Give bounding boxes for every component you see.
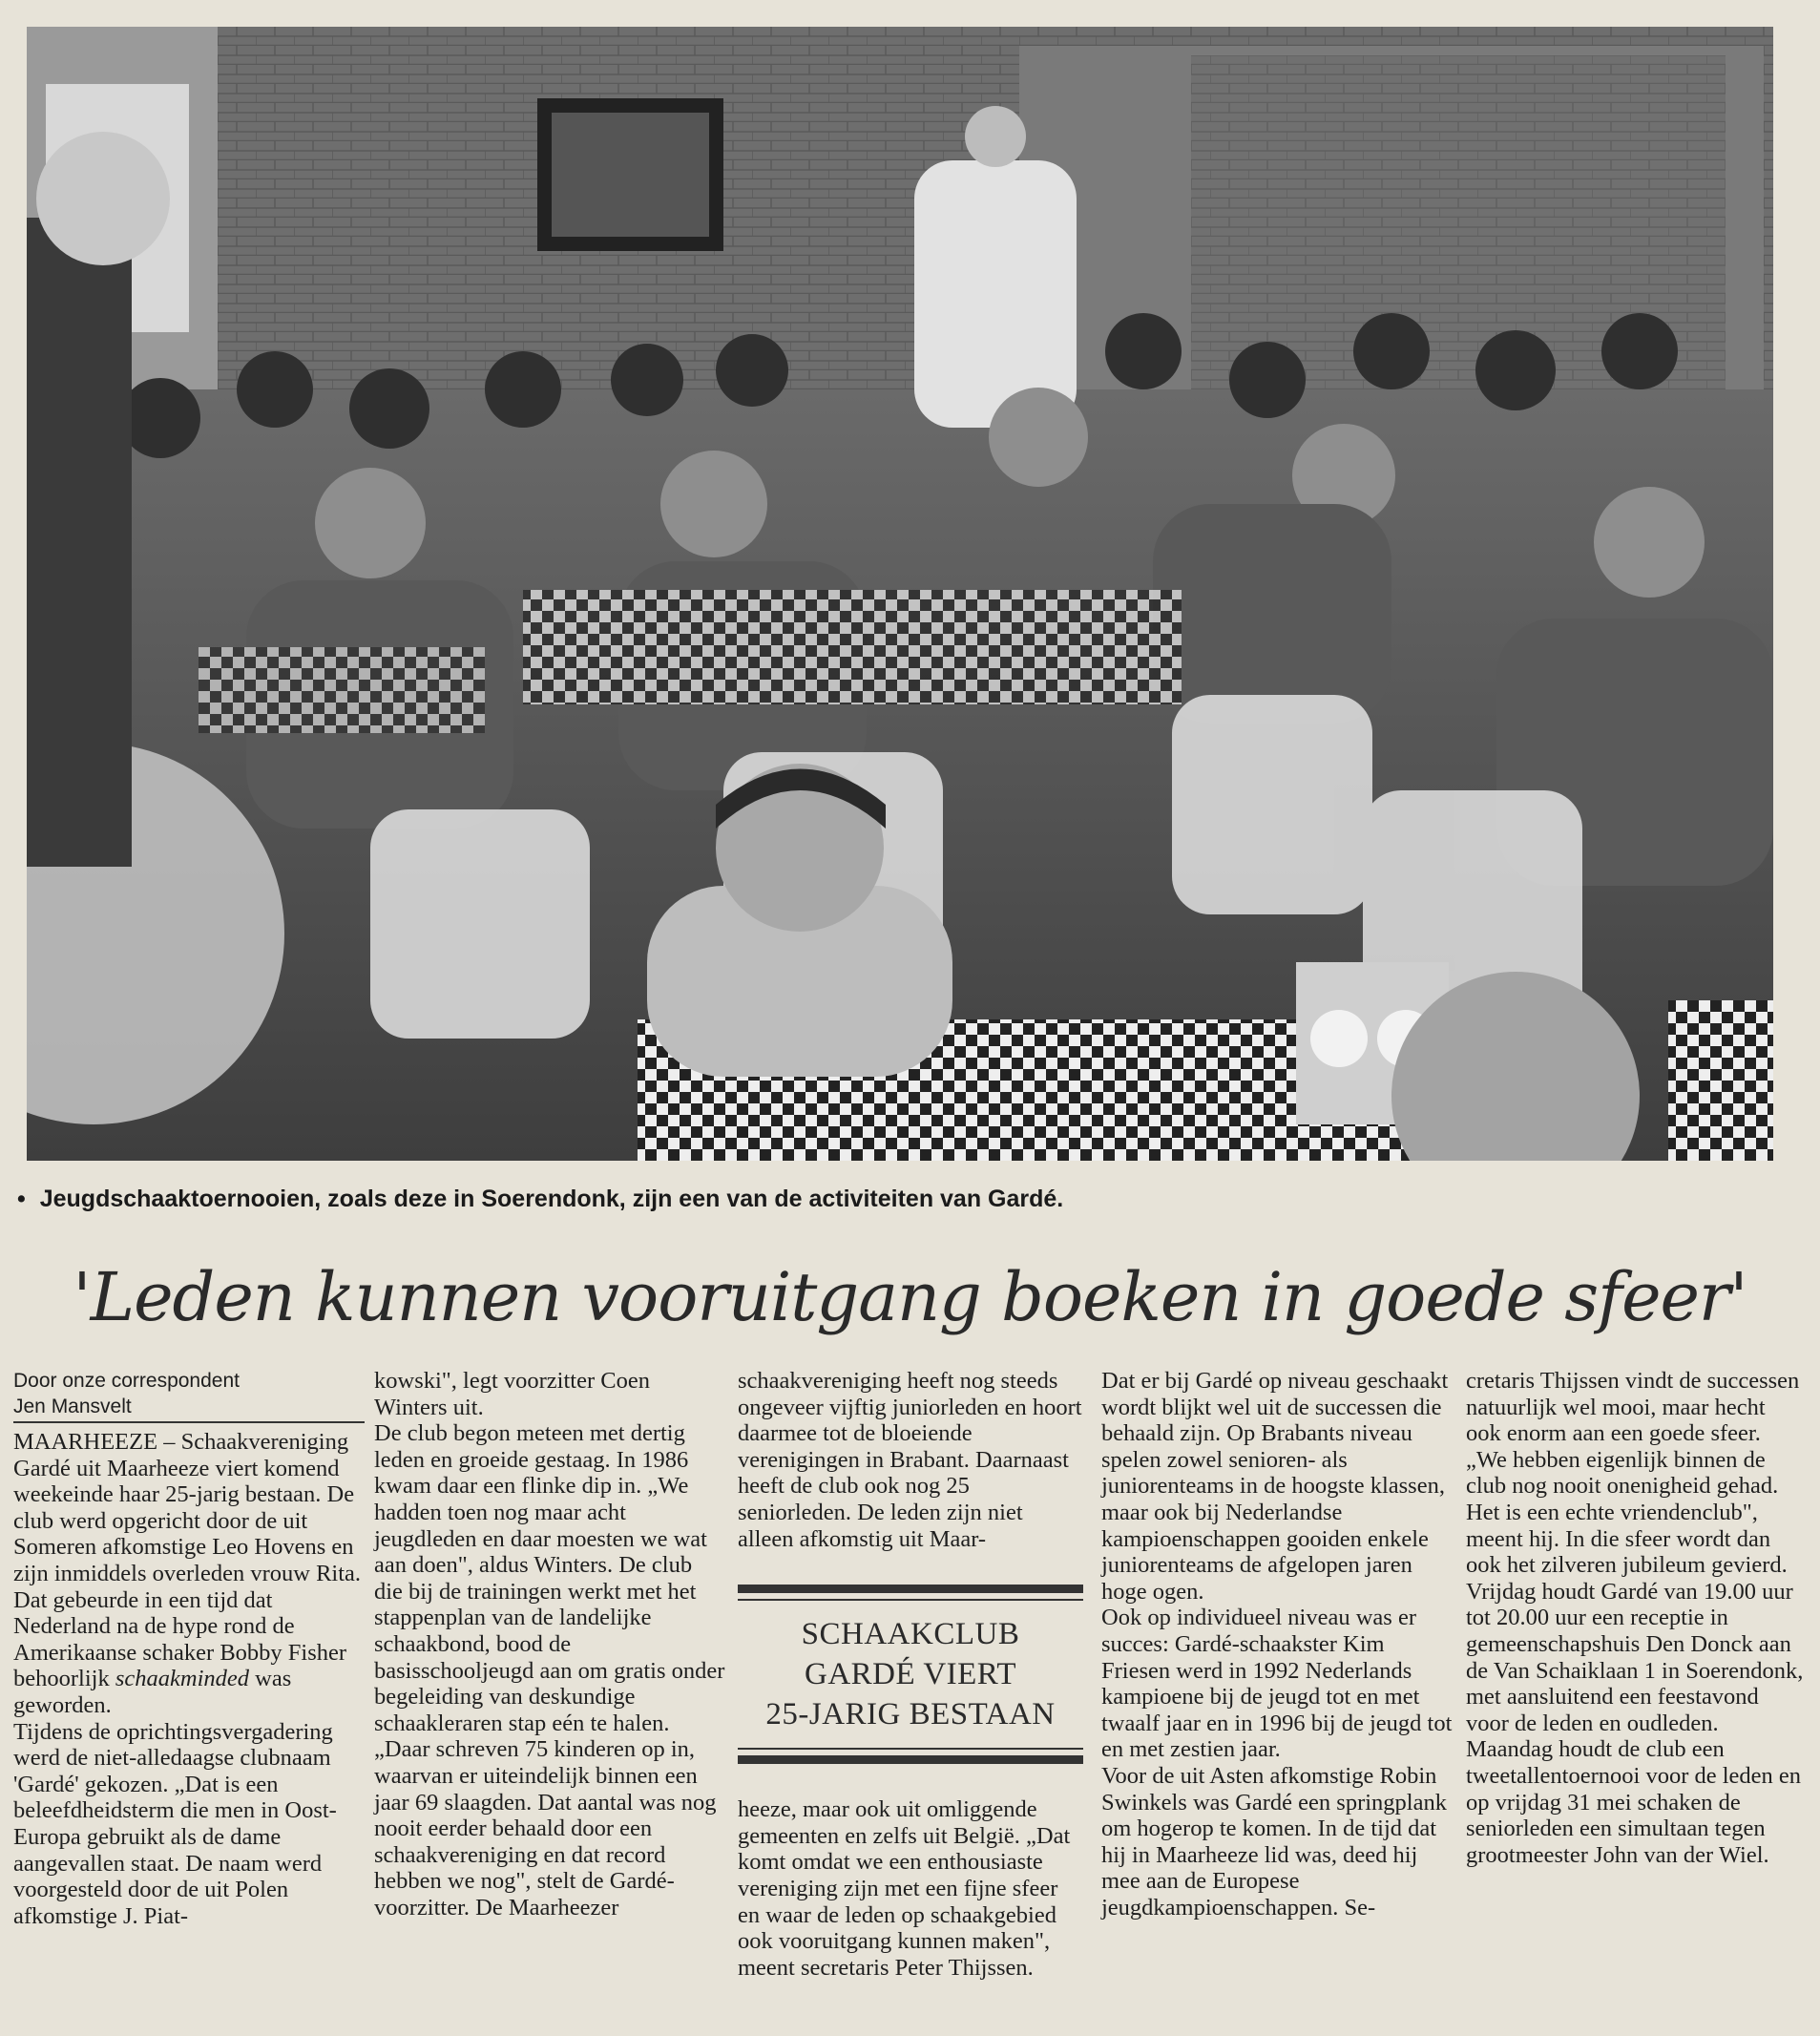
subheading-box bbox=[738, 1585, 1083, 1764]
article-paragraph: Tijdens de oprichtingsvergadering werd de niet-alledaagse clubnaam 'Gardé' gekozen. „Dat is een beleefdheidsterm die men in Oost-Europa gebruikt als de dame aangevallen staat. De naam werd voorgesteld door de uit Polen afkomstige J. Piat- bbox=[13, 1718, 337, 1929]
subheading-line-3: 25-JARIG BESTAAN bbox=[765, 1697, 1056, 1732]
article-column-5 bbox=[1466, 1368, 1806, 1868]
article-paragraph: cretaris Thijssen vindt de successen natuurlijk wel mooi, maar hecht ook enorm aan een goede sfeer. „We hebben eigenlijk binnen de club nog nooit onenigheid gehad. Het is een echte vriendenclub", meent hij. In die sfeer wordt dan ook het zilveren jubileum gevierd. bbox=[1466, 1368, 1800, 1579]
photo-illustration bbox=[27, 27, 1773, 1161]
article-paragraph: Ook op individueel niveau was er succes: Gardé-schaakster Kim Friesen werd in 1992 Nederlands kampioene bij de jeugd tot en met twaalf jaar en in 1996 bij de jeugd tot en met zestien jaar. bbox=[1101, 1605, 1453, 1763]
article-paragraph: De club begon meteen met dertig leden en groeide gestaag. In 1986 kwam daar een flinke dip in. „We hadden toen nog maar acht jeugdleden en daar moesten we wat aan doen", aldus Winters. De club die bij de trainingen werkt met het stappenplan van de landelijke schaakbond, bood de basisschooljeugd aan om gratis onder begeleiding van deskundige schaakleraren stap eén te halen. „Daar schreven 75 kinderen op in, waarvan er uiteindelijk binnen een jaar 69 slaagden. Dat aantal was nog nooit eerder behaald door een schaakvereniging en dat record hebben we nog", stelt de Gardé-voorzitter. De Maarheezer bbox=[374, 1420, 725, 1921]
byline-author: Jen Mansvelt bbox=[13, 1396, 132, 1417]
paragraph-text-end: was geworden. bbox=[13, 1666, 292, 1718]
article-paragraph: Dat er bij Gardé op niveau geschaakt wordt blijkt wel uit de successen die behaald zijn. Op Brabants niveau spelen zowel senioren- als juniorenteams in de hoogste klassen, maar ook bij Nederlandse kampioenschappen gooiden enkele juniorenteams de afgelopen jaren hoge ogen. bbox=[1101, 1368, 1449, 1605]
article-column-2 bbox=[374, 1368, 725, 1921]
article-column-1 bbox=[13, 1368, 365, 1929]
byline bbox=[13, 1368, 365, 1423]
article-column-4 bbox=[1101, 1368, 1453, 1921]
caption-text: Jeugdschaaktoernooien, zoals deze in Soerendonk, zijn een van de activiteiten van Gardé. bbox=[39, 1186, 1064, 1212]
article-paragraph: schaakvereniging heeft nog steeds ongeveer vijftig juniorleden en hoort daarmee tot de bloeiende verenigingen in Brabant. Daarnaast heeft de club ook nog 25 seniorleden. De leden zijn niet alleen afkomstig uit Maar- bbox=[738, 1368, 1082, 1552]
article-paragraph bbox=[13, 1429, 365, 1719]
photo-caption bbox=[17, 1186, 1792, 1213]
article-paragraph: kowski", legt voorzitter Coen Winters uit. bbox=[374, 1368, 650, 1420]
article-paragraph: heeze, maar ook uit omliggende gemeenten en zelfs uit België. „Dat komt omdat we een enthousiaste vereniging zijn met een fijne sfeer en waar de leden op schaakgebied ook vooruitgang kunnen maken", meent secretaris Peter Thijssen. bbox=[738, 1796, 1071, 1981]
paragraph-text: MAARHEEZE – Schaakvereniging Gardé uit Maarheeze viert komend weekeinde haar 25-jarig bestaan. De club werd opgericht door de uit Someren afkomstige Leo Hovens en zijn inmiddels overleden vrouw Rita. Dat gebeurde in een tijd dat Nederland na de hype rond de Amerikaanse schaker Bobby Fisher behoorlijk bbox=[13, 1429, 362, 1692]
subheading-line-2: GARDÉ VIERT bbox=[805, 1657, 1016, 1692]
byline-role: Door onze correspondent bbox=[13, 1370, 240, 1392]
article-headline: 'Leden kunnen vooruitgang boeken in goede sfeer' bbox=[73, 1258, 1747, 1336]
article-paragraph: Vrijdag houdt Gardé van 19.00 uur tot 20.00 uur een receptie in gemeenschapshuis Den Donck aan de Van Schaiklaan 1 in Soerendonk, met aansluitend een feestavond voor de leden en oudleden. Maandag houdt de club een tweetallentoernooi voor de leden en op vrijdag 31 mei schaken de seniorleden een simultaan tegen grootmeester John van der Wiel. bbox=[1466, 1578, 1804, 1868]
article-paragraph: Voor de uit Asten afkomstige Robin Swinkels was Gardé een springplank om hogerop te komen. In de tijd dat hij in Maarheeze lid was, deed hij mee aan de Europese jeugdkampioenschappen. Se- bbox=[1101, 1762, 1447, 1921]
article-column-3 bbox=[738, 1368, 1083, 1981]
paragraph-italic: schaakminded bbox=[115, 1666, 250, 1692]
caption-bullet: • bbox=[17, 1186, 26, 1212]
subheading-line-1: SCHAAKCLUB bbox=[801, 1617, 1020, 1652]
chess-tournament-photo bbox=[27, 27, 1773, 1161]
